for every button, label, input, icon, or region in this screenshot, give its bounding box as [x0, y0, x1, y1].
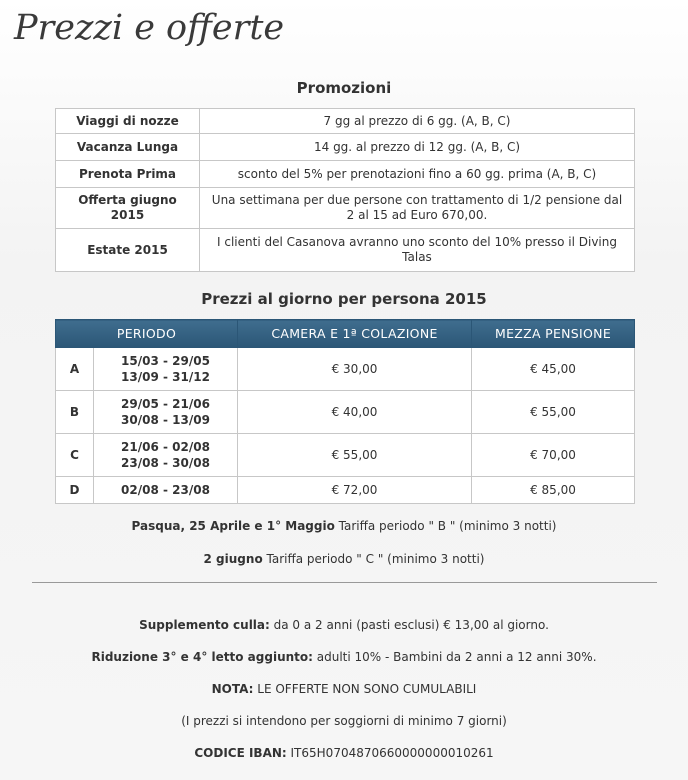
- note-iban-text: IT65H0704870660000000010261: [286, 746, 494, 760]
- price-mezza-pensione: € 55,00: [472, 391, 635, 434]
- prices-heading: Prezzi al giorno per persona 2015: [201, 290, 487, 308]
- period-letter: D: [56, 477, 94, 504]
- price-mezza-pensione: € 70,00: [472, 434, 635, 477]
- period-range: 30/08 - 13/09: [121, 413, 210, 427]
- table-row: [56, 161, 635, 188]
- period-range: 13/09 - 31/12: [121, 370, 210, 384]
- note-iban-label: CODICE IBAN:: [194, 746, 287, 760]
- promo-label: Estate 2015: [56, 229, 200, 272]
- promo-value: Una settimana per due persone con trattamento di 1/2 pensione dal 2 al 15 ad Euro 670,00.: [200, 188, 635, 229]
- note-pasqua: [0, 519, 688, 533]
- price-camera: € 30,00: [238, 348, 472, 391]
- table-row: [56, 434, 635, 477]
- page-title: Prezzi e offerte: [14, 8, 285, 48]
- period-range: 29/05 - 21/06: [121, 397, 210, 411]
- note-giugno-label: 2 giugno: [203, 552, 263, 566]
- note-nota-label: NOTA:: [211, 682, 254, 696]
- note-giugno-text: Tariffa periodo " C " (minimo 3 notti): [262, 552, 485, 566]
- note-nota: [0, 682, 688, 696]
- note-culla-text: da 0 a 2 anni (pasti esclusi) € 13,00 al giorno.: [269, 618, 549, 632]
- table-row: [56, 188, 635, 229]
- promo-value: 7 gg al prezzo di 6 gg. (A, B, C): [200, 109, 635, 134]
- period-dates: [94, 348, 238, 391]
- note-iban: [0, 746, 688, 760]
- column-header-mezza-pensione: MEZZA PENSIONE: [472, 320, 635, 348]
- note-culla: [0, 618, 688, 632]
- table-row: [56, 134, 635, 161]
- table-row: [56, 229, 635, 272]
- period-dates: [94, 391, 238, 434]
- period-range: 21/06 - 02/08: [121, 440, 210, 454]
- promotions-table: [55, 108, 635, 272]
- note-pasqua-label: Pasqua, 25 Aprile e 1° Maggio: [131, 519, 335, 533]
- note-nota-text: LE OFFERTE NON SONO CUMULABILI: [253, 682, 477, 696]
- promo-value: 14 gg. al prezzo di 12 gg. (A, B, C): [200, 134, 635, 161]
- promo-label: Prenota Prima: [56, 161, 200, 188]
- period-range: 15/03 - 29/05: [121, 354, 210, 368]
- promo-label: Vacanza Lunga: [56, 134, 200, 161]
- note-riduzione: [0, 650, 688, 664]
- period-dates: 02/08 - 23/08: [94, 477, 238, 504]
- column-header-camera: CAMERA E 1ª COLAZIONE: [238, 320, 472, 348]
- note-giugno: [0, 552, 688, 566]
- note-riduzione-label: Riduzione 3° e 4° letto aggiunto:: [91, 650, 313, 664]
- price-camera: € 72,00: [238, 477, 472, 504]
- note-pasqua-text: Tariffa periodo " B " (minimo 3 notti): [334, 519, 557, 533]
- promo-value: sconto del 5% per prenotazioni fino a 60 gg. prima (A, B, C): [200, 161, 635, 188]
- table-row: [56, 348, 635, 391]
- promo-label: Offerta giugno 2015: [56, 188, 200, 229]
- table-row: [56, 109, 635, 134]
- period-dates: [94, 434, 238, 477]
- note-minimo: (I prezzi si intendono per soggiorni di minimo 7 giorni): [181, 714, 507, 728]
- promotions-heading: Promozioni: [296, 79, 392, 97]
- period-letter: C: [56, 434, 94, 477]
- promo-value: I clienti del Casanova avranno uno sconto del 10% presso il Diving Talas: [200, 229, 635, 272]
- table-header-row: [56, 320, 635, 348]
- table-row: [56, 391, 635, 434]
- price-mezza-pensione: € 45,00: [472, 348, 635, 391]
- price-camera: € 55,00: [238, 434, 472, 477]
- price-mezza-pensione: € 85,00: [472, 477, 635, 504]
- column-header-periodo: PERIODO: [56, 320, 238, 348]
- prices-table: [55, 319, 635, 504]
- table-row: [56, 477, 635, 504]
- period-letter: B: [56, 391, 94, 434]
- period-letter: A: [56, 348, 94, 391]
- price-camera: € 40,00: [238, 391, 472, 434]
- note-culla-label: Supplemento culla:: [139, 618, 270, 632]
- note-riduzione-text: adulti 10% - Bambini da 2 anni a 12 anni 30%.: [312, 650, 597, 664]
- period-range: 23/08 - 30/08: [121, 456, 210, 470]
- divider: [32, 582, 657, 583]
- promo-label: Viaggi di nozze: [56, 109, 200, 134]
